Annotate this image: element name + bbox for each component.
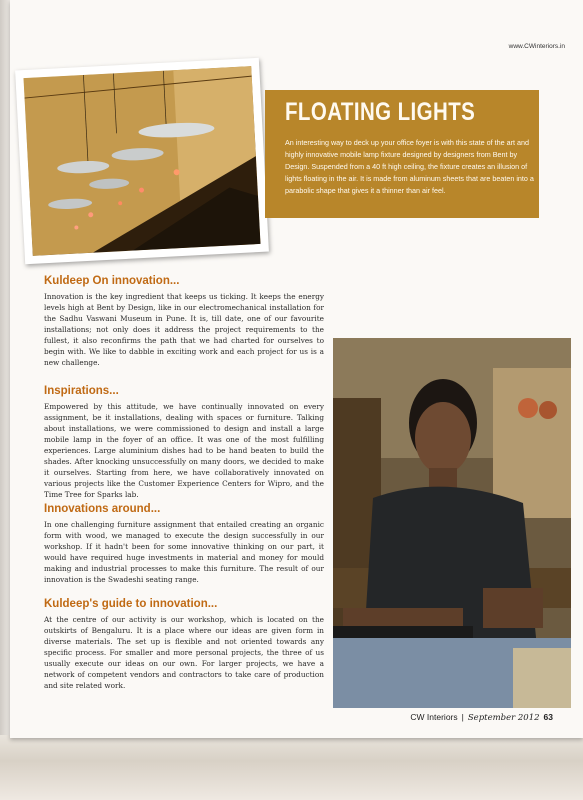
lamp-illustration xyxy=(23,66,260,256)
section-heading: Kuldeep's guide to innovation... xyxy=(44,598,218,610)
section-innovation xyxy=(44,275,324,378)
feature-body: An interesting way to deck up your office foyer is with this state of the art and highly innovative mobile lamp fixture designed by designers from Bent by Design. Suspended from a 40 ft high ceiling, the fixture creates an illusion of lights floating in the air. It is made from aluminum sheets that are beaten into a parabolic shape that gives it a thinner than air feel. xyxy=(285,138,534,195)
page-footer xyxy=(410,712,553,723)
floating-lights-box xyxy=(265,90,539,218)
section-inspirations xyxy=(44,385,324,510)
section-heading: Kuldeep On innovation... xyxy=(44,275,180,287)
section-body: At the centre of our activity is our workshop, which is located on the outskirts of Bengaluru. It is a place where our ideas are given form in diverse materials. The set up is flexible and not oriented towards any specific process. For smaller and more personal projects, the three of us usually execute our ideas on our own. For larger projects, we have a network of competent vendors and contractors to take care of production and site related work. xyxy=(44,615,324,690)
scan-edge xyxy=(0,0,10,800)
feature-title: FLOATING LIGHTS xyxy=(285,98,476,126)
section-innovations-around xyxy=(44,503,324,595)
scan-backdrop xyxy=(0,735,583,800)
site-url: www.CWinteriors.in xyxy=(508,43,565,50)
page-number: 63 xyxy=(543,712,553,722)
section-guide xyxy=(44,598,324,701)
section-heading: Inspirations... xyxy=(44,385,119,397)
footer-separator: | xyxy=(461,712,464,722)
floating-lights-image xyxy=(23,66,260,256)
section-body: In one challenging furniture assignment that entailed creating an organic form with wood, we managed to execute the design successfully in our workshop. If it hadn't been for some innovative thinking on our part, it would have required huge investments in material and money for mould making and industrial processes to make this furniture. The result of our innovation is the Swadeshi seating range. xyxy=(44,520,324,584)
floating-lights-photo xyxy=(15,58,269,265)
section-heading: Innovations around... xyxy=(44,503,161,515)
issue-date: September 2012 xyxy=(467,713,540,723)
section-body: Empowered by this attitude, we have continually innovated on every assignment, be it installations, dealing with spaces or furniture. Talking about installations, we were commissioned to design and install a large mobile lamp in the foyer of an office. It was one of the most fulfilling experiences. Large aluminium dishes had to be hand beaten to build the shades. After knocking unsuccessfully on many doors, we decided to make it ourselves. Starting from here, we have collaboratively innovated on various projects like the Customer Experience Centers for Wipro, and the Time Tree for Sparks lab. xyxy=(44,402,324,499)
section-body: Innovation is the key ingredient that keeps us ticking. It keeps the energy levels high at Bent by Design, like in our electromechanical installation for the Sadhu Vaswani Museum in Pune. It is, till date, one of our favourite installations; not only does it address the project requirements to the fullest, it also reconfirms the path that we had charted for ourselves to begin with. We like to dabble in exciting work and each project for us is a new challenge. xyxy=(44,292,324,367)
designer-portrait-photo xyxy=(333,338,571,708)
magazine-name: CW Interiors xyxy=(410,712,458,722)
portrait-illustration xyxy=(333,338,571,708)
